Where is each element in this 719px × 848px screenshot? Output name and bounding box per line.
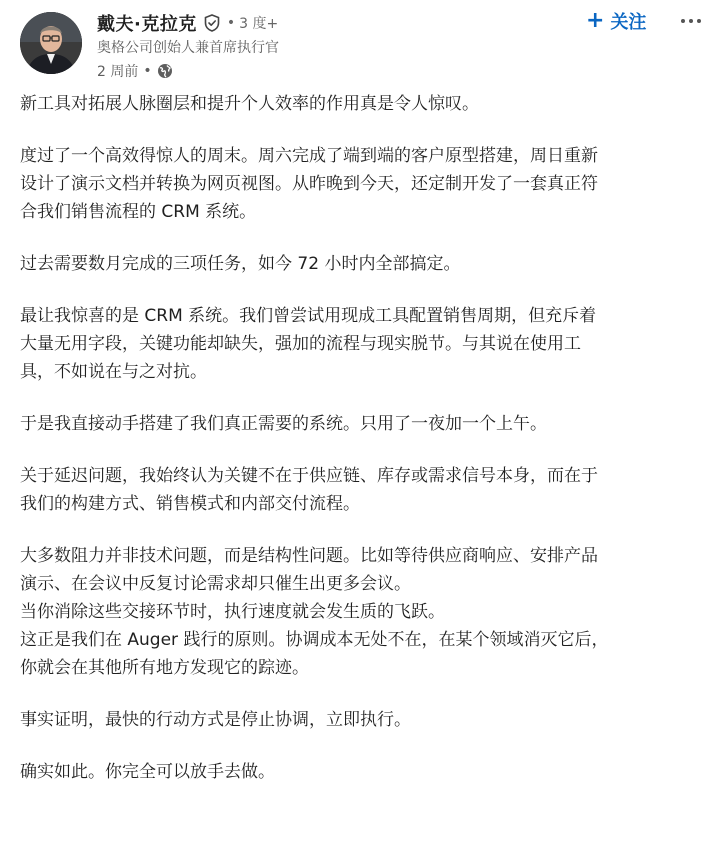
- post-paragraph: 确实如此。你完全可以放手去做。: [20, 762, 275, 782]
- follow-label: 关注: [610, 12, 647, 33]
- post-paragraph: 大多数阻力并非技术问题，而是结构性问题。比如等待供应商响应、安排产品 演示、在会议中反复讨论需求却只催生出更多会议。 当你消除这些交接环节时，执行速度就会发生质的飞跃。 这正是我们在 Auger 践行的原则。协调成本无处不在，在某个领域消灭它后， 你就会在其他所有地方发现它的踪迹。: [20, 546, 609, 678]
- author-name[interactable]: 戴夫·克拉克: [97, 14, 197, 35]
- post-time: 2 周前: [97, 64, 139, 80]
- avatar[interactable]: [20, 12, 82, 74]
- post-paragraph: 关于延迟问题，我始终认为关键不在于供应链、库存或需求信号本身，而在于 我们的构建方式、销售模式和内部交付流程。: [20, 466, 598, 514]
- post-paragraph: 新工具对拓展人脉圈层和提升个人效率的作用真是令人惊叹。: [20, 94, 479, 114]
- verified-badge-icon: [203, 14, 221, 32]
- connection-degree: 3 度+: [239, 16, 279, 32]
- author-block: [97, 10, 517, 81]
- post-body: [20, 90, 700, 810]
- post-paragraph: 事实证明，最快的行动方式是停止协调，立即执行。: [20, 710, 411, 730]
- name-row: [97, 10, 517, 36]
- plus-icon: +: [586, 8, 605, 33]
- more-options-button[interactable]: [678, 8, 704, 34]
- follow-button[interactable]: [586, 6, 646, 36]
- post-paragraph: 最让我惊喜的是 CRM 系统。我们曾尝试用现成工具配置销售周期，但充斥着 大量无用字段，关键功能却缺失，强加的流程与现实脱节。与其说在使用工 具，不如说在与之对抗。: [20, 306, 597, 382]
- author-headline: 奥格公司创始人兼首席执行官: [97, 40, 279, 56]
- post-meta: [97, 61, 517, 81]
- post-paragraph: 于是我直接动手搭建了我们真正需要的系统。只用了一夜加一个上午。: [20, 414, 547, 434]
- post-header: [0, 0, 719, 86]
- more-options-icon: [680, 18, 702, 24]
- separator-dot: •: [226, 15, 236, 31]
- post-paragraph: 度过了一个高效得惊人的周末。周六完成了端到端的客户原型搭建，周日重新 设计了演示文档并转换为网页视图。从昨晚到今天，还定制开发了一套真正符 合我们销售流程的 CRM 系统。: [20, 146, 598, 222]
- post-paragraph: 过去需要数月完成的三项任务，如今 72 小时内全部搞定。: [20, 254, 461, 274]
- separator-dot: •: [143, 63, 152, 79]
- globe-icon: [157, 63, 173, 79]
